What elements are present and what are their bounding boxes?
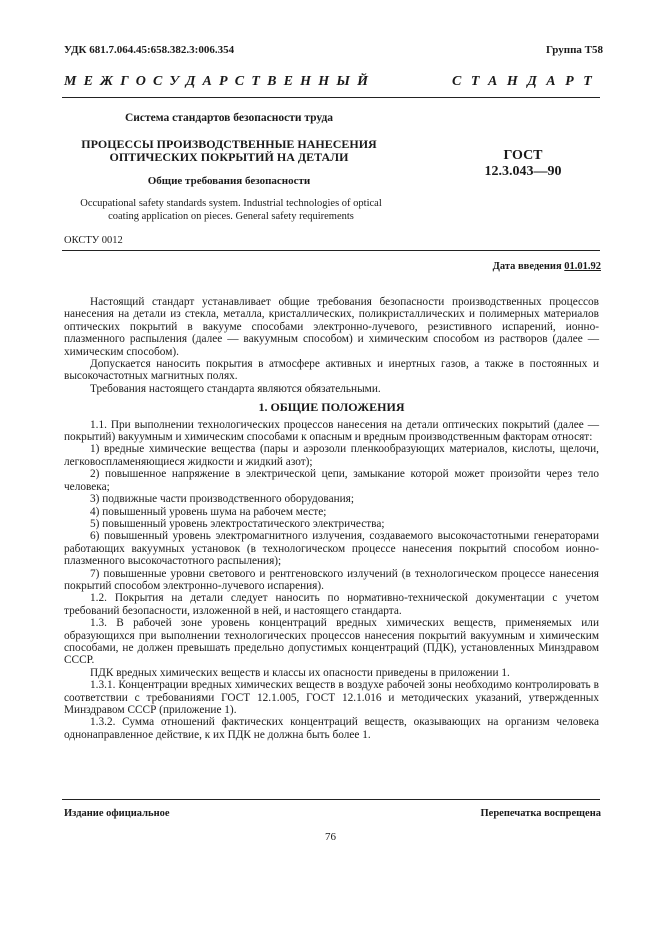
date-label: Дата введения [492, 261, 562, 272]
gost-label: ГОСТ [503, 148, 543, 163]
group-code: Группа Т58 [545, 44, 603, 56]
section-heading: 1. ОБЩИЕ ПОЛОЖЕНИЯ [258, 400, 405, 415]
header-divider [62, 97, 600, 98]
oksty-code: ОКСТУ 0012 [64, 235, 123, 246]
intro-paragraph: Настоящий стандарт устанавливает общие требования безопасности производственных процессов нанесения на детали из стекла, металла, кристаллических, поликристаллических и полимерных материалов оптических покрытий в вакууме способами электронно-лучевого, резистивного испарений, ионно-плазменного распыления (далее — вакуумным способом) и химическим способом из растворов (далее — химическим способом). [64, 296, 599, 358]
gost-designation [478, 148, 568, 180]
section-paragraph: 1.1. При выполнении технологических процессов нанесения на детали оптических покрытий (далее — покрытий) вакуумным и химическим способами к опасным и вредным производственным факторам относят: [64, 418, 599, 444]
section-paragraph: 1.3.2. Сумма отношений фактических концентраций веществ, оказывающих на организм человека однонаправленное действие, к их ПДК не должна быть более 1. [64, 716, 599, 741]
english-title: Occupational safety standards system. Industrial technologies of optical coating application on pieces. General safety requirements [80, 198, 382, 222]
document-title [64, 138, 394, 164]
hazard-item: 6) повышенный уровень электромагнитного излучения, создаваемого высокочастотными генераторами работающих вакуумных установок (в технологическом процессе нанесения покрытий способом ионно-плазменного высокочастотного распыления); [64, 530, 599, 568]
hazard-item: 2) повышенное напряжение в электрической цепи, замыкание которой может произойти через тело человека; [64, 468, 599, 493]
title-divider [62, 250, 600, 251]
reprint-prohibited-note: Перепечатка воспрещена [480, 808, 601, 819]
official-edition-note: Издание официальное [64, 808, 170, 819]
effective-date [493, 261, 601, 272]
section-paragraph: 1.3. В рабочей зоне уровень концентраций вредных химических веществ, применяемых или образующихся при выполнении технологических процессов нанесения покрытий вакуумным и химическим способами, не должен превышать предельно допустимых концентраций (ПДК), установленных Минздравом СССР. [64, 617, 599, 667]
document-body [64, 296, 599, 741]
document-subtitle: Общие требования безопасности [147, 175, 311, 187]
page-number: 76 [325, 831, 336, 843]
gost-number: 12.3.043—90 [484, 164, 562, 179]
standards-system-title: Система стандартов безопасности труда [124, 112, 334, 124]
hazard-item: 5) повышенный уровень электростатического электричества; [90, 517, 385, 530]
interstate-heading: МЕЖГОСУДАРСТВЕННЫЙ [64, 74, 376, 89]
udk-code: УДК 681.7.064.45:658.382.3:006.354 [64, 44, 235, 56]
hazard-item: 4) повышенный уровень шума на рабочем месте; [90, 505, 327, 518]
footer-divider [62, 799, 600, 800]
hazard-item: 1) вредные химические вещества (пары и аэрозоли пленкообразующих материалов, кислоты, щелочи, легковоспламеняющиеся жидкости и жидкий азот); [64, 443, 599, 468]
intro-paragraph: Требования настоящего стандарта являются обязательными. [90, 382, 381, 395]
hazard-item: 3) подвижные части производственного оборудования; [90, 493, 355, 506]
title-line-1: ПРОЦЕССЫ ПРОИЗВОДСТВЕННЫЕ НАНЕСЕНИЯ [81, 137, 377, 151]
date-value: 01.01.92 [564, 261, 601, 272]
section-paragraph: ПДК вредных химических веществ и классы их опасности приведены в приложении 1. [90, 666, 510, 679]
intro-paragraph: Допускается наносить покрытия в атмосфере активных и инертных газов, а также в постоянных и высокочастотных магнитных полях. [64, 358, 599, 383]
title-line-2: ОПТИЧЕСКИХ ПОКРЫТИЙ НА ДЕТАЛИ [109, 150, 349, 164]
hazard-item: 7) повышенные уровни светового и рентгеновского излучений (в технологическом процессе нанесения покрытий способом электронно-лучевого испарения). [64, 567, 599, 592]
standard-heading: СТАНДАРТ [452, 74, 602, 89]
section-paragraph: 1.2. Покрытия на детали следует наносить по нормативно-технической документации с учетом требований безопасности, изложенной в ней, и настоящего стандарта. [64, 592, 599, 617]
section-paragraph: 1.3.1. Концентрации вредных химических веществ в воздухе рабочей зоны необходимо контролировать в соответствии с требованиями ГОСТ 12.1.005, ГОСТ 12.1.016 и методических указаний, утвержденных Минздравом СССР (приложение 1). [64, 679, 599, 716]
